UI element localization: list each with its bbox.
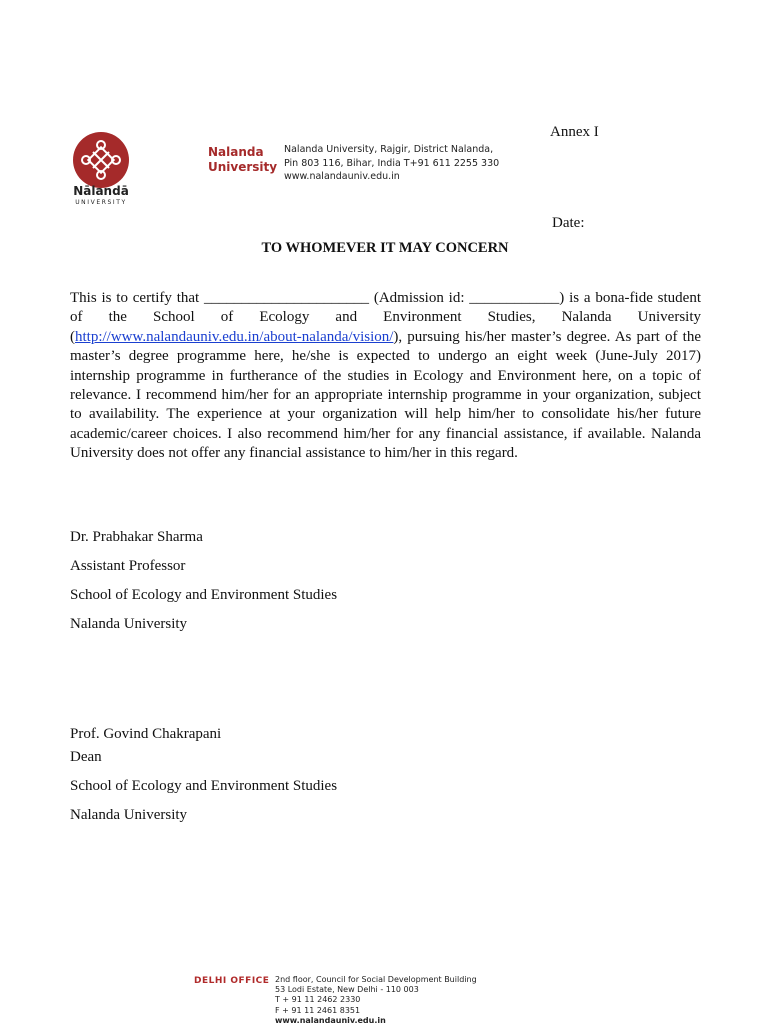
address-line3: www.nalandauniv.edu.in (284, 171, 400, 182)
signatory1-institution: Nalanda University (70, 616, 188, 632)
logo-word: Nālandā (73, 184, 129, 198)
footer-line1: 2nd floor, Council for Social Development Building (275, 975, 477, 984)
signatory2-institution: Nalanda University (70, 807, 188, 823)
footer-line2: 53 Lodi Estate, New Delhi - 110 003 (275, 985, 419, 995)
body-part2: ), pursuing his/her master’s degree. As part of the master’s degree programme here, he/she is expected to undergo an eight week (June-July 2017) internship programme in furtherance of the studies in Ecology and Environment here, on a topic of relevance. I recommend him/her for an appropriate internship programme in your organization, subject to availability. The experience at your organization will help him/her to consolidate his/her future academic/career choices. I also recommend him/her for any financial assistance, if available. Nalanda University does not offer any financial assistance to him/her in this regard. (70, 328, 701, 462)
address-line1: Nalanda University, Rajgir, District Nalanda, (284, 144, 494, 155)
annex-label: Annex I (550, 124, 599, 140)
signatory1-name: Dr. Prabhakar Sharma (70, 529, 203, 545)
address-line2: Pin 803 116, Bihar, India T+91 611 2255 330 (284, 157, 500, 169)
letter-title: TO WHOMEVER IT MAY CONCERN (261, 240, 509, 256)
header-address (284, 143, 499, 184)
brand-name (208, 145, 277, 175)
logo-wordmark (60, 184, 142, 206)
signatory2-title: Dean (70, 749, 102, 765)
vision-link[interactable]: http://www.nalandauniv.edu.in/about-nalanda/vision/ (75, 328, 394, 345)
footer-line4: F + 91 11 2461 8351 (275, 1005, 361, 1015)
footer-line3: T + 91 11 2462 2330 (275, 995, 361, 1005)
date-label: Date: (552, 215, 585, 231)
nalanda-emblem-icon (72, 131, 130, 189)
signatory1-department: School of Ecology and Environment Studies (70, 587, 338, 603)
footer-address (275, 975, 477, 1026)
brand-line2: University (208, 160, 278, 174)
signatory1-title: Assistant Professor (70, 558, 186, 574)
body-part1: This is to certify that ______________________ (Admission id: ____________) is a bona-fide student of the School of Ecology and Environment Studies, Nalanda University ( (70, 290, 701, 345)
footer-line5: www.nalandauniv.edu.in (275, 1015, 386, 1025)
footer-office-label: DELHI OFFICE (194, 976, 270, 986)
brand-line1: Nalanda (208, 145, 264, 159)
signatory2-department: School of Ecology and Environment Studies (70, 778, 338, 794)
signatory2-name: Prof. Govind Chakrapani (70, 726, 222, 742)
logo-sub: UNIVERSITY (75, 199, 127, 206)
letter-body (70, 289, 701, 464)
